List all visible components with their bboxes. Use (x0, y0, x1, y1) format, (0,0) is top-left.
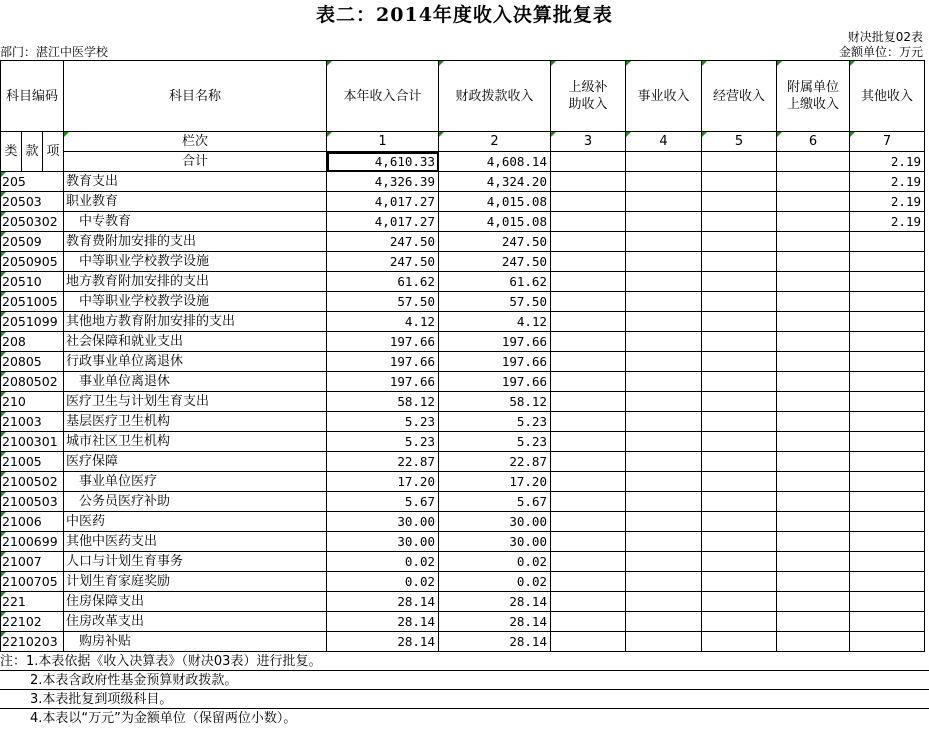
col-num-5: 5 (702, 132, 777, 152)
total-col3[interactable] (551, 152, 626, 172)
cell-col6[interactable] (777, 632, 850, 652)
subject-name[interactable]: 事业单位离退休 (64, 372, 327, 392)
cell-col5[interactable] (702, 532, 777, 552)
cell-col1[interactable]: 30.00 (327, 512, 439, 532)
cell-col5[interactable] (702, 572, 777, 592)
subject-code[interactable]: 2051099 (1, 312, 64, 332)
cell-col4[interactable] (626, 392, 702, 412)
cell-col1[interactable]: 0.02 (327, 552, 439, 572)
col-num-4: 4 (626, 132, 702, 152)
cell-col3[interactable] (551, 232, 626, 252)
subject-code[interactable]: 221 (1, 592, 64, 612)
cell-col7[interactable] (850, 272, 925, 292)
cell-col2[interactable]: 28.14 (439, 592, 551, 612)
table-row (1, 512, 925, 532)
cell-col2[interactable]: 28.14 (439, 632, 551, 652)
header-subject-name: 科目名称 (64, 61, 327, 132)
cell-col6[interactable] (777, 592, 850, 612)
cell-col6[interactable] (777, 532, 850, 552)
subject-code[interactable]: 2100705 (1, 572, 64, 592)
table-row (1, 572, 925, 592)
table-row (1, 392, 925, 412)
cell-col7[interactable] (850, 392, 925, 412)
cell-col4[interactable] (626, 272, 702, 292)
cell-col7[interactable] (850, 552, 925, 572)
header-col6: 附属单位上缴收入 (777, 61, 850, 132)
cell-col4[interactable] (626, 372, 702, 392)
cell-col2[interactable]: 58.12 (439, 392, 551, 412)
cell-col7[interactable]: 2.19 (850, 212, 925, 232)
cell-col3[interactable] (551, 172, 626, 192)
total-label: 合计 (64, 152, 327, 172)
header-kuan: 款 (22, 132, 43, 172)
cell-col6[interactable] (777, 292, 850, 312)
cell-col1[interactable]: 247.50 (327, 232, 439, 252)
cell-col6[interactable] (777, 232, 850, 252)
subject-name[interactable]: 城市社区卫生机构 (64, 432, 327, 452)
cell-col7[interactable] (850, 592, 925, 612)
table-row (1, 212, 925, 232)
cell-col4[interactable] (626, 312, 702, 332)
cell-col2[interactable]: 22.87 (439, 452, 551, 472)
cell-col1[interactable]: 4.12 (327, 312, 439, 332)
cell-col6[interactable] (777, 572, 850, 592)
cell-col2[interactable]: 197.66 (439, 332, 551, 352)
cell-col5[interactable] (702, 632, 777, 652)
table-row (1, 552, 925, 572)
cell-col5[interactable] (702, 592, 777, 612)
note-4: 4.本表以“万元”为金额单位（保留两位小数）。 (30, 711, 297, 726)
subject-code[interactable]: 21007 (1, 552, 64, 572)
subject-name[interactable]: 其他中医药支出 (64, 532, 327, 552)
cell-col6[interactable] (777, 392, 850, 412)
cell-col2[interactable]: 30.00 (439, 532, 551, 552)
cell-col4[interactable] (626, 212, 702, 232)
cell-col4[interactable] (626, 612, 702, 632)
cell-col1[interactable]: 17.20 (327, 472, 439, 492)
cell-col5[interactable] (702, 512, 777, 532)
cell-col5[interactable] (702, 472, 777, 492)
table-row (1, 492, 925, 512)
table-row (1, 172, 925, 192)
cell-col1[interactable]: 5.67 (327, 492, 439, 512)
cell-col1[interactable]: 5.23 (327, 432, 439, 452)
cell-col2[interactable]: 197.66 (439, 372, 551, 392)
cell-col6[interactable] (777, 312, 850, 332)
cell-col2[interactable]: 57.50 (439, 292, 551, 312)
cell-col1[interactable]: 28.14 (327, 632, 439, 652)
col-num-2: 2 (439, 132, 551, 152)
cell-col1[interactable]: 0.02 (327, 572, 439, 592)
subject-name[interactable]: 医疗保障 (64, 452, 327, 472)
subject-name[interactable]: 地方教育附加安排的支出 (64, 272, 327, 292)
subject-code[interactable]: 22102 (1, 612, 64, 632)
cell-col5[interactable] (702, 332, 777, 352)
cell-col6[interactable] (777, 352, 850, 372)
cell-col6[interactable] (777, 272, 850, 292)
cell-col4[interactable] (626, 172, 702, 192)
cell-col1[interactable]: 247.50 (327, 252, 439, 272)
unit-label: 金额单位：万元 (838, 45, 923, 59)
cell-col5[interactable] (702, 232, 777, 252)
table-row (1, 292, 925, 312)
cell-col2[interactable]: 197.66 (439, 352, 551, 372)
subject-name[interactable]: 其他地方教育附加安排的支出 (64, 312, 327, 332)
subject-code[interactable]: 20510 (1, 272, 64, 292)
subject-code[interactable]: 21003 (1, 412, 64, 432)
cell-col7[interactable] (850, 512, 925, 532)
cell-col3[interactable] (551, 512, 626, 532)
col-num-6: 6 (777, 132, 850, 152)
cell-col1[interactable]: 57.50 (327, 292, 439, 312)
cell-col1[interactable]: 30.00 (327, 532, 439, 552)
table-row (1, 332, 925, 352)
cell-col6[interactable] (777, 412, 850, 432)
cell-col3[interactable] (551, 432, 626, 452)
cell-col3[interactable] (551, 352, 626, 372)
cell-col3[interactable] (551, 292, 626, 312)
cell-col1[interactable]: 197.66 (327, 372, 439, 392)
cell-col7[interactable] (850, 292, 925, 312)
header-col2: 财政拨款收入 (439, 61, 551, 132)
cell-col3[interactable] (551, 372, 626, 392)
cell-col7[interactable]: 2.19 (850, 172, 925, 192)
cell-col1[interactable]: 4,017.27 (327, 212, 439, 232)
cell-col6[interactable] (777, 492, 850, 512)
cell-col3[interactable] (551, 592, 626, 612)
cell-col5[interactable] (702, 292, 777, 312)
subject-code[interactable]: 2210203 (1, 632, 64, 652)
cell-col4[interactable] (626, 452, 702, 472)
total-col6[interactable] (777, 152, 850, 172)
cell-col1[interactable]: 28.14 (327, 612, 439, 632)
cell-col5[interactable] (702, 312, 777, 332)
cell-col7[interactable] (850, 452, 925, 472)
cell-col5[interactable] (702, 492, 777, 512)
cell-col3[interactable] (551, 312, 626, 332)
subject-code[interactable]: 208 (1, 332, 64, 352)
table-row (1, 232, 925, 252)
note-1: 注：1.本表依据《收入决算表》（财决03表）进行批复。 (0, 652, 929, 671)
cell-col6[interactable] (777, 372, 850, 392)
header-col7: 其他收入 (850, 61, 925, 132)
subject-code[interactable]: 20509 (1, 232, 64, 252)
cell-col7[interactable] (850, 572, 925, 592)
cell-col6[interactable] (777, 192, 850, 212)
subject-name[interactable]: 社会保障和就业支出 (64, 332, 327, 352)
cell-col7[interactable] (850, 612, 925, 632)
cell-col5[interactable] (702, 352, 777, 372)
cell-col4[interactable] (626, 552, 702, 572)
cell-col7[interactable] (850, 412, 925, 432)
cell-col3[interactable] (551, 412, 626, 432)
subject-name[interactable]: 基层医疗卫生机构 (64, 412, 327, 432)
total-col5[interactable] (702, 152, 777, 172)
cell-col4[interactable] (626, 512, 702, 532)
cell-col7[interactable] (850, 632, 925, 652)
subject-name[interactable]: 购房补贴 (64, 632, 327, 652)
subject-name[interactable]: 教育费附加安排的支出 (64, 232, 327, 252)
cell-col1[interactable]: 22.87 (327, 452, 439, 472)
subject-code[interactable]: 205 (1, 172, 64, 192)
cell-col3[interactable] (551, 272, 626, 292)
form-code: 财决批复02表 (847, 30, 923, 44)
cell-col1[interactable]: 61.62 (327, 272, 439, 292)
cell-col2[interactable]: 5.67 (439, 492, 551, 512)
subject-code[interactable]: 21005 (1, 452, 64, 472)
header-col4: 事业收入 (626, 61, 702, 132)
cell-col4[interactable] (626, 232, 702, 252)
cell-col4[interactable] (626, 292, 702, 312)
header-xiang: 项 (43, 132, 64, 172)
table-row (1, 612, 925, 632)
subject-name[interactable]: 职业教育 (64, 192, 327, 212)
cell-col1[interactable]: 58.12 (327, 392, 439, 412)
cell-col6[interactable] (777, 212, 850, 232)
cell-col3[interactable] (551, 452, 626, 472)
cell-col5[interactable] (702, 252, 777, 272)
cell-col5[interactable] (702, 412, 777, 432)
cell-col7[interactable] (850, 232, 925, 252)
cell-col5[interactable] (702, 432, 777, 452)
cell-col3[interactable] (551, 332, 626, 352)
total-col2[interactable]: 4,608.14 (439, 152, 551, 172)
cell-col5[interactable] (702, 172, 777, 192)
cell-col4[interactable] (626, 412, 702, 432)
cell-col2[interactable]: 61.62 (439, 272, 551, 292)
subject-code[interactable]: 2100503 (1, 492, 64, 512)
cell-col2[interactable]: 5.23 (439, 412, 551, 432)
table-row (1, 252, 925, 272)
subject-name[interactable]: 中等职业学校教学设施 (64, 252, 327, 272)
cell-col3[interactable] (551, 392, 626, 412)
table-row (1, 632, 925, 652)
cell-col5[interactable] (702, 372, 777, 392)
table-row (1, 432, 925, 452)
table-row (1, 352, 925, 372)
cell-col7[interactable] (850, 372, 925, 392)
col-num-1: 1 (327, 132, 439, 152)
cell-col3[interactable] (551, 552, 626, 572)
cell-col2[interactable]: 4,324.20 (439, 172, 551, 192)
cell-col5[interactable] (702, 552, 777, 572)
cell-col6[interactable] (777, 512, 850, 532)
cell-col6[interactable] (777, 472, 850, 492)
cell-col4[interactable] (626, 352, 702, 372)
header-lanci: 栏次 (64, 132, 327, 152)
table-row (1, 312, 925, 332)
cell-col4[interactable] (626, 632, 702, 652)
subject-name[interactable]: 住房保障支出 (64, 592, 327, 612)
cell-col7[interactable]: 2.19 (850, 192, 925, 212)
cell-col6[interactable] (777, 332, 850, 352)
cell-col3[interactable] (551, 492, 626, 512)
cell-col5[interactable] (702, 212, 777, 232)
header-col3: 上级补助收入 (551, 61, 626, 132)
header-col5: 经营收入 (702, 61, 777, 132)
total-col7[interactable]: 2.19 (850, 152, 925, 172)
subject-name[interactable]: 行政事业单位离退休 (64, 352, 327, 372)
table-row (1, 272, 925, 292)
cell-col6[interactable] (777, 432, 850, 452)
table-row (1, 472, 925, 492)
table-row (1, 532, 925, 552)
subject-name[interactable]: 中医药 (64, 512, 327, 532)
cell-col5[interactable] (702, 272, 777, 292)
cell-col6[interactable] (777, 452, 850, 472)
table-row (1, 592, 925, 612)
cell-col2[interactable]: 4,015.08 (439, 192, 551, 212)
subject-code[interactable]: 20805 (1, 352, 64, 372)
subject-name[interactable]: 人口与计划生育事务 (64, 552, 327, 572)
cell-col7[interactable] (850, 332, 925, 352)
cell-col4[interactable] (626, 492, 702, 512)
subject-code[interactable]: 2080502 (1, 372, 64, 392)
cell-col1[interactable]: 28.14 (327, 592, 439, 612)
cell-col1[interactable]: 5.23 (327, 412, 439, 432)
cell-col2[interactable]: 4,015.08 (439, 212, 551, 232)
report-title: 表二：2014年度收入决算批复表 (316, 4, 613, 26)
table-row (1, 192, 925, 212)
table-row (1, 412, 925, 432)
cell-col1[interactable]: 197.66 (327, 332, 439, 352)
header-col1: 本年收入合计 (327, 61, 439, 132)
cell-col5[interactable] (702, 192, 777, 212)
cell-col7[interactable] (850, 532, 925, 552)
col-num-3: 3 (551, 132, 626, 152)
cell-col4[interactable] (626, 532, 702, 552)
table-row (1, 372, 925, 392)
department-label: 部门：湛江中医学校 (0, 45, 109, 59)
subject-name[interactable]: 公务员医疗补助 (64, 492, 327, 512)
cell-col3[interactable] (551, 632, 626, 652)
subject-code[interactable]: 21006 (1, 512, 64, 532)
cell-col2[interactable]: 0.02 (439, 552, 551, 572)
cell-col6[interactable] (777, 552, 850, 572)
cell-col7[interactable] (850, 472, 925, 492)
cell-col4[interactable] (626, 432, 702, 452)
cell-col3[interactable] (551, 212, 626, 232)
header-subject-code: 科目编码 (1, 61, 64, 132)
subject-code[interactable]: 20503 (1, 192, 64, 212)
cell-col3[interactable] (551, 192, 626, 212)
cell-col5[interactable] (702, 452, 777, 472)
subject-name[interactable]: 住房改革支出 (64, 612, 327, 632)
subject-name[interactable]: 中等职业学校教学设施 (64, 292, 327, 312)
cell-col1[interactable]: 4,326.39 (327, 172, 439, 192)
subject-code[interactable]: 2050302 (1, 212, 64, 232)
subject-code[interactable]: 2100699 (1, 532, 64, 552)
cell-col4[interactable] (626, 192, 702, 212)
subject-code[interactable]: 2100502 (1, 472, 64, 492)
total-col1[interactable]: 4,610.33 (327, 152, 439, 172)
cell-col4[interactable] (626, 592, 702, 612)
cell-col3[interactable] (551, 572, 626, 592)
subject-name[interactable]: 计划生育家庭奖励 (64, 572, 327, 592)
cell-col7[interactable] (850, 312, 925, 332)
subject-code[interactable]: 2051005 (1, 292, 64, 312)
subject-name[interactable]: 事业单位医疗 (64, 472, 327, 492)
cell-col5[interactable] (702, 392, 777, 412)
cell-col3[interactable] (551, 612, 626, 632)
cell-col7[interactable] (850, 252, 925, 272)
header-lei: 类 (1, 132, 22, 172)
cell-col2[interactable]: 4.12 (439, 312, 551, 332)
note-2: 2.本表含政府性基金预算财政拨款。 (0, 671, 929, 690)
cell-col7[interactable] (850, 492, 925, 512)
cell-col4[interactable] (626, 332, 702, 352)
cell-col6[interactable] (777, 252, 850, 272)
cell-col2[interactable]: 17.20 (439, 472, 551, 492)
revenue-table (0, 60, 925, 652)
cell-col1[interactable]: 4,017.27 (327, 192, 439, 212)
subject-name[interactable]: 中专教育 (64, 212, 327, 232)
total-col4[interactable] (626, 152, 702, 172)
cell-col2[interactable]: 247.50 (439, 252, 551, 272)
subject-name[interactable]: 医疗卫生与计划生育支出 (64, 392, 327, 412)
subject-name[interactable]: 教育支出 (64, 172, 327, 192)
col-num-7: 7 (850, 132, 925, 152)
note-3: 3.本表批复到项级科目。 (0, 690, 929, 709)
cell-col6[interactable] (777, 612, 850, 632)
cell-col4[interactable] (626, 572, 702, 592)
cell-col1[interactable]: 197.66 (327, 352, 439, 372)
cell-col2[interactable]: 30.00 (439, 512, 551, 532)
cell-col7[interactable] (850, 352, 925, 372)
cell-col3[interactable] (551, 252, 626, 272)
cell-col3[interactable] (551, 532, 626, 552)
cell-col2[interactable]: 5.23 (439, 432, 551, 452)
cell-col2[interactable]: 28.14 (439, 612, 551, 632)
subject-code[interactable]: 2100301 (1, 432, 64, 452)
cell-col2[interactable]: 247.50 (439, 232, 551, 252)
cell-col5[interactable] (702, 612, 777, 632)
cell-col3[interactable] (551, 472, 626, 492)
subject-code[interactable]: 210 (1, 392, 64, 412)
cell-col7[interactable] (850, 432, 925, 452)
subject-code[interactable]: 2050905 (1, 252, 64, 272)
cell-col4[interactable] (626, 472, 702, 492)
table-row (1, 452, 925, 472)
cell-col2[interactable]: 0.02 (439, 572, 551, 592)
notes (0, 652, 929, 728)
cell-col4[interactable] (626, 252, 702, 272)
cell-col6[interactable] (777, 172, 850, 192)
